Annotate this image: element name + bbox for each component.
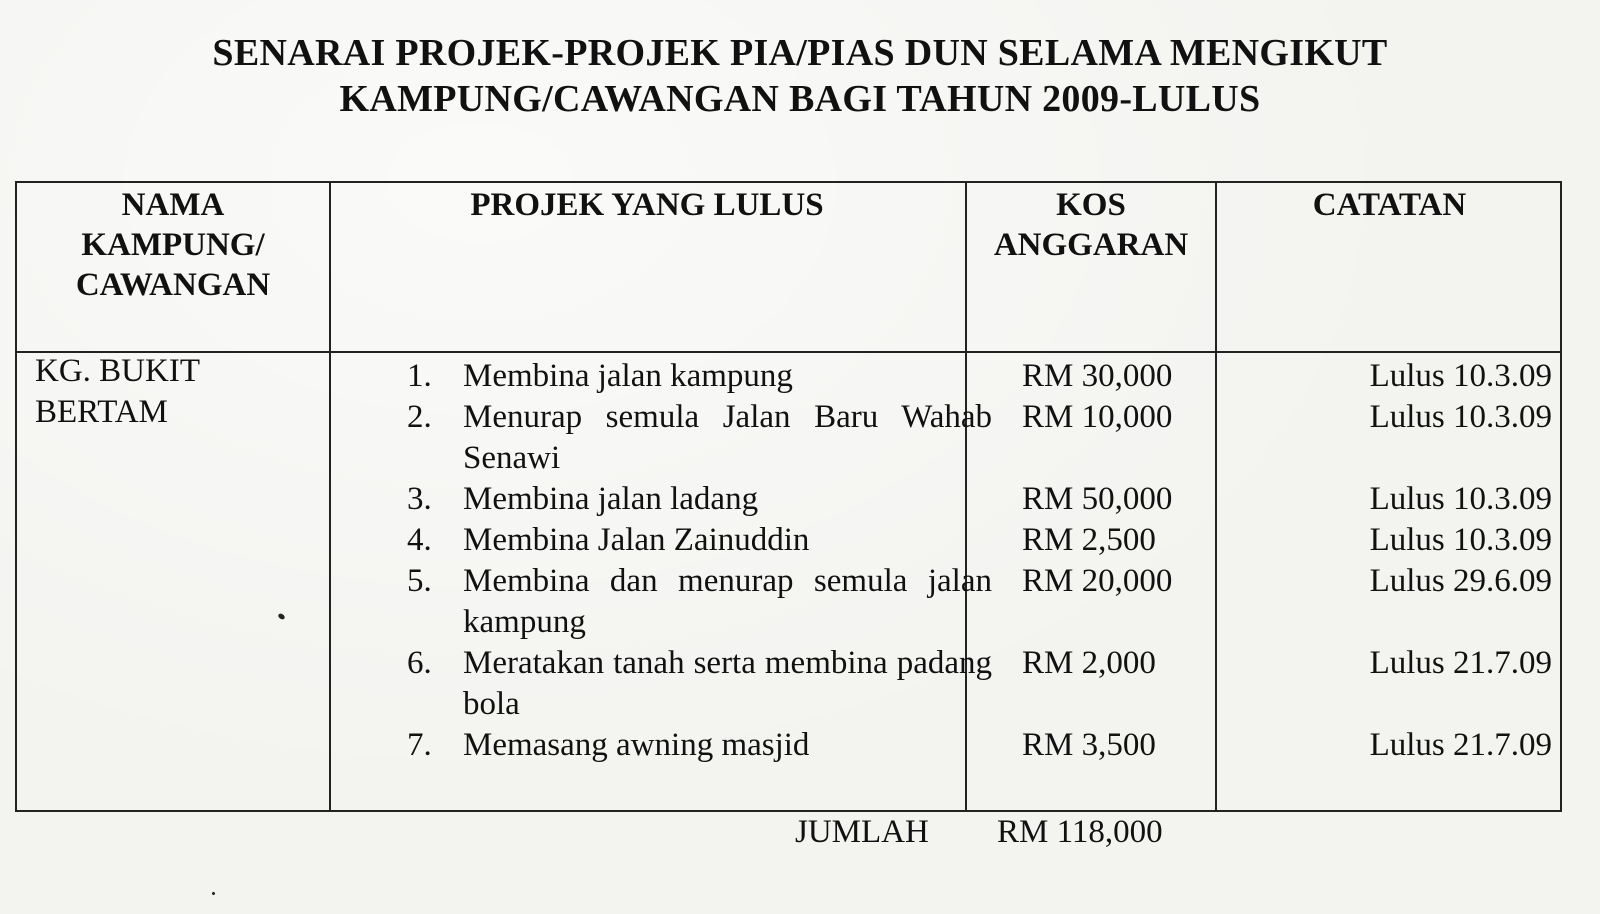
- project-cost: RM 30,000: [1022, 358, 1173, 394]
- projects-table: [15, 181, 1562, 812]
- village-name: [35, 351, 335, 433]
- project-remark: Lulus 29.6.09: [1369, 563, 1552, 599]
- project-item: [407, 479, 992, 520]
- village-name-line-2: BERTAM: [35, 394, 168, 430]
- header-village: [17, 185, 329, 305]
- project-description: Membina jalan ladang: [463, 481, 759, 517]
- project-remark: Lulus 10.3.09: [1369, 522, 1552, 558]
- project-remark: Lulus 10.3.09: [1369, 358, 1552, 394]
- header-project: PROJEK YANG LULUS: [470, 187, 824, 223]
- column-divider-1: [329, 183, 331, 810]
- project-cost: RM 20,000: [1022, 563, 1173, 599]
- header-village-line-1: NAMA: [121, 187, 225, 223]
- project-cost: RM 50,000: [1022, 481, 1173, 517]
- project-description: Memasang awning masjid: [463, 727, 810, 763]
- project-description: Menurap semula Jalan Baru Wahab Senawi: [463, 399, 992, 476]
- project-remark: Lulus 10.3.09: [1369, 481, 1552, 517]
- project-number: 6.: [407, 645, 432, 681]
- column-divider-3: [1215, 183, 1217, 810]
- total-value: RM 118,000: [997, 814, 1163, 850]
- header-cost-line-2: ANGGARAN: [993, 227, 1189, 263]
- scan-speck: [211, 891, 215, 895]
- project-cost: RM 3,500: [1022, 727, 1156, 763]
- project-remark: Lulus 21.7.09: [1369, 645, 1552, 681]
- header-cost-line-1: KOS: [1056, 187, 1126, 223]
- document-title: [0, 30, 1600, 122]
- project-description: Membina Jalan Zainuddin: [463, 522, 810, 558]
- project-number: 1.: [407, 358, 432, 394]
- title-line-1: SENARAI PROJEK-PROJEK PIA/PIAS DUN SELAMA MENGIKUT: [212, 32, 1388, 74]
- project-number: 5.: [407, 563, 432, 599]
- project-remark: Lulus 10.3.09: [1369, 399, 1552, 435]
- project-item: [407, 520, 992, 561]
- project-cost: RM 2,500: [1022, 522, 1156, 558]
- project-number: 2.: [407, 399, 432, 435]
- project-description: Membina jalan kampung: [463, 358, 793, 394]
- project-remark: Lulus 21.7.09: [1369, 727, 1552, 763]
- project-item: [407, 561, 992, 643]
- total-label: JUMLAH: [795, 814, 929, 850]
- header-remarks: CATATAN: [1312, 187, 1467, 223]
- project-cost: RM 10,000: [1022, 399, 1173, 435]
- project-description: Meratakan tanah serta membina padang bola: [463, 645, 992, 722]
- project-cost: RM 2,000: [1022, 645, 1156, 681]
- project-list: [407, 356, 992, 766]
- project-number: 7.: [407, 727, 432, 763]
- header-village-line-2: KAMPUNG/: [81, 227, 265, 263]
- title-line-2: KAMPUNG/CAWANGAN BAGI TAHUN 2009-LULUS: [339, 78, 1261, 120]
- header-cost: [967, 185, 1215, 265]
- project-number: 3.: [407, 481, 432, 517]
- project-description: Membina dan menurap semula jalan kampung: [463, 563, 992, 640]
- project-number: 4.: [407, 522, 432, 558]
- project-item: [407, 356, 992, 397]
- project-item: [407, 725, 992, 766]
- village-name-line-1: KG. BUKIT: [35, 353, 200, 389]
- header-village-line-3: CAWANGAN: [75, 267, 271, 303]
- project-item: [407, 397, 992, 479]
- project-item: [407, 643, 992, 725]
